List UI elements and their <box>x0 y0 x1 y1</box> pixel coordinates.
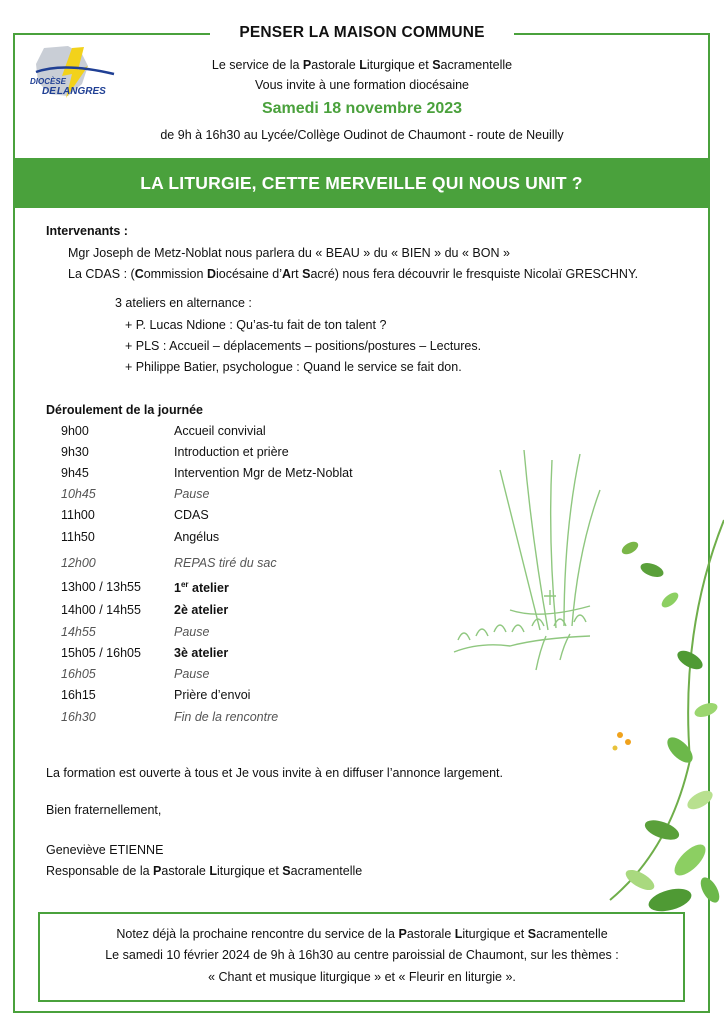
schedule-activity: Fin de la rencontre <box>174 710 279 724</box>
footer-line-3: « Chant et musique liturgique » et « Fleurir en liturgie ». <box>208 970 516 984</box>
schedule-time: 10h45 <box>61 487 96 501</box>
schedule-activity: Prière d’envoi <box>174 688 251 702</box>
schedule-time: 15h05 / 16h05 <box>61 646 141 660</box>
frame-title: PENSER LA MAISON COMMUNE <box>210 21 514 45</box>
header-line-1: Le service de la Pastorale Liturgique et Sacramentelle <box>211 58 513 72</box>
signer-role: Responsable de la Pastorale Liturgique et Sacramentelle <box>46 864 363 878</box>
chapel-drawing-icon <box>454 450 600 670</box>
schedule-time: 16h05 <box>61 667 96 681</box>
schedule-time: 13h00 / 13h55 <box>61 580 141 594</box>
schedule-time: 12h00 <box>61 556 96 570</box>
speakers-heading: Intervenants : <box>46 224 128 238</box>
schedule-time: 16h15 <box>61 688 96 702</box>
signer-name: Geneviève ETIENNE <box>46 843 164 857</box>
workshops-intro: 3 ateliers en alternance : <box>115 296 252 310</box>
schedule-time: 9h45 <box>61 466 89 480</box>
schedule-heading: Déroulement de la journée <box>46 403 203 417</box>
schedule-activity: REPAS tiré du sac <box>174 556 277 570</box>
schedule-time: 11h00 <box>61 508 95 522</box>
logo-text-diocese: DIOCÈSE <box>30 77 67 86</box>
closing-invite: La formation est ouverte à tous et Je vous invite à en diffuser l’annonce largement. <box>46 766 503 780</box>
schedule-activity: Accueil convivial <box>174 424 266 438</box>
workshop-item: + PLS : Accueil – déplacements – positions/postures – Lectures. <box>125 339 482 353</box>
title-banner: LA LITURGIE, CETTE MERVEILLE QUI NOUS UNIT ? <box>13 158 710 208</box>
schedule-activity: Pause <box>174 667 210 681</box>
schedule-activity: CDAS <box>174 508 209 522</box>
schedule-time: 9h30 <box>61 445 89 459</box>
footer-line-1: Notez déjà la prochaine rencontre du service de la Pastorale Liturgique et Sacramentelle <box>116 927 608 941</box>
schedule-time: 11h50 <box>61 530 95 544</box>
schedule-activity: Angélus <box>174 530 220 544</box>
logo-text-de: DE <box>42 86 56 97</box>
closing-greeting: Bien fraternellement, <box>46 803 162 817</box>
schedule-activity: 2è atelier <box>174 603 229 617</box>
event-date: Samedi 18 novembre 2023 <box>261 100 463 117</box>
schedule-activity: Introduction et prière <box>174 445 289 459</box>
schedule-activity: 3è atelier <box>174 646 229 660</box>
leaves-decoration-icon <box>610 520 724 915</box>
speaker-line-1: Mgr Joseph de Metz-Noblat nous parlera du « BEAU » du « BIEN » du « BON » <box>68 246 510 260</box>
schedule-activity: Pause <box>174 625 210 639</box>
header-line-2: Vous invite à une formation diocésaine <box>254 78 470 92</box>
speaker-line-2: La CDAS : (Commission Diocésaine d’Art Sacré) nous fera découvrir le fresquiste Nicolaï GRESCHNY. <box>68 267 639 281</box>
schedule-activity: Pause <box>174 487 210 501</box>
schedule-activity: Intervention Mgr de Metz-Noblat <box>174 466 353 480</box>
schedule-activity: 1er atelier <box>174 580 229 596</box>
footer-line-2: Le samedi 10 février 2024 de 9h à 16h30 au centre paroissial de Chaumont, sur les thèmes : <box>105 948 619 962</box>
schedule-time: 9h00 <box>61 424 89 438</box>
logo-text-langres: LANGRES <box>56 86 106 97</box>
workshop-item: + Philippe Batier, psychologue : Quand le service se fait don. <box>125 360 462 374</box>
schedule-time: 16h30 <box>61 710 96 724</box>
schedule-time: 14h00 / 14h55 <box>61 603 141 617</box>
workshop-item: + P. Lucas Ndione : Qu’as-tu fait de ton talent ? <box>125 318 387 332</box>
event-place: de 9h à 16h30 au Lycée/Collège Oudinot de Chaumont - route de Neuilly <box>160 128 564 142</box>
schedule-time: 14h55 <box>61 625 96 639</box>
